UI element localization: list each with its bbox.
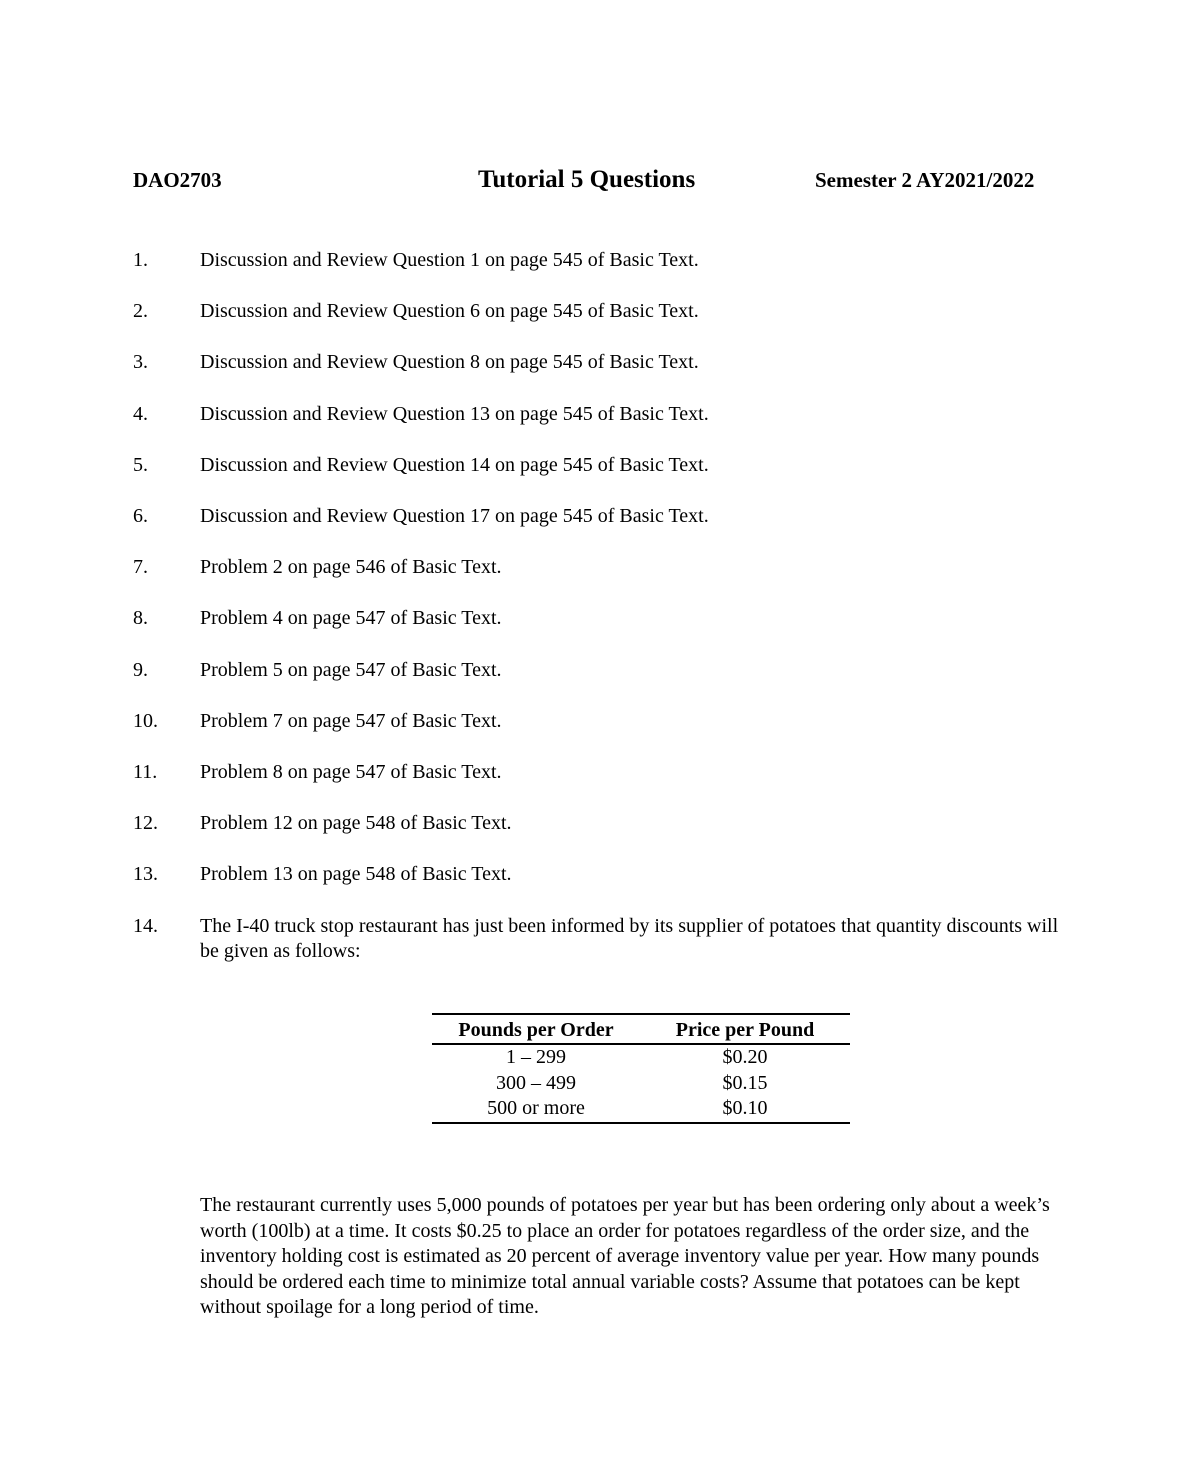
question-text: Problem 7 on page 547 of Basic Text.: [200, 709, 502, 732]
table-cell-price: $0.15: [722, 1071, 768, 1094]
question-number: 12.: [133, 812, 158, 835]
question-item: [133, 504, 1083, 555]
table-cell-pounds: 300 – 499: [496, 1071, 576, 1094]
question-item: [133, 862, 1083, 913]
question-text: Problem 8 on page 547 of Basic Text.: [200, 760, 502, 783]
semester-label: Semester 2 AY2021/2022: [815, 168, 1035, 192]
question-text: Problem 4 on page 547 of Basic Text.: [200, 607, 502, 630]
question-number: 10.: [133, 709, 158, 732]
question-text: Problem 5 on page 547 of Basic Text.: [200, 658, 502, 681]
question-number: 4.: [133, 402, 148, 425]
question-14-body: The restaurant currently uses 5,000 pounds of potatoes per year but has been ordering only about a week’s worth (100lb) at a time. It costs $0.25 to place an order for potatoes regardless of the order size, and the inventory holding cost is estimated as 20 percent of average inventory value per year. How many pounds should be ordered each time to minimize total annual variable costs? Assume that potatoes can be kept without spoilage for a long period of time.: [200, 1194, 1050, 1319]
question-number: 3.: [133, 351, 148, 374]
question-number: 1.: [133, 249, 148, 271]
question-item: [133, 555, 1083, 606]
question-text: Discussion and Review Question 8 on page 545 of Basic Text.: [200, 351, 699, 374]
question-item: [133, 248, 1083, 299]
question-14-intro: The I-40 truck stop restaurant has just been informed by its supplier of potatoes that quantity discounts will be given as follows:: [200, 915, 1059, 962]
table-header-row: [432, 1014, 850, 1044]
question-item: [133, 658, 1083, 709]
question-item: [133, 350, 1083, 401]
question-text: Discussion and Review Question 6 on page 545 of Basic Text.: [200, 300, 699, 323]
table-row: [432, 1071, 850, 1097]
table-cell-price: $0.20: [722, 1046, 768, 1068]
question-item: [133, 760, 1083, 811]
question-text: Discussion and Review Question 1 on page 545 of Basic Text.: [200, 249, 699, 271]
question-text: Problem 13 on page 548 of Basic Text.: [200, 863, 512, 886]
table-cell-pounds: 1 – 299: [506, 1046, 566, 1068]
question-text: Discussion and Review Question 13 on page 545 of Basic Text.: [200, 402, 709, 425]
question-number: 5.: [133, 453, 148, 476]
question-number: 6.: [133, 504, 148, 527]
table-cell-price: $0.10: [722, 1097, 768, 1119]
question-text: Discussion and Review Question 17 on page 545 of Basic Text.: [200, 504, 709, 527]
column-header-pounds: Pounds per Order: [458, 1019, 614, 1041]
question-list: [133, 248, 1083, 913]
question-number: 14.: [133, 915, 158, 937]
question-number: 11.: [133, 760, 158, 783]
question-number: 7.: [133, 556, 148, 579]
question-number: 9.: [133, 658, 148, 681]
page-title: Tutorial 5 Questions: [478, 166, 696, 193]
table-row: [432, 1096, 850, 1123]
question-number: 8.: [133, 607, 148, 630]
question-item: [133, 402, 1083, 453]
table-cell-pounds: 500 or more: [487, 1097, 585, 1119]
question-text: Problem 2 on page 546 of Basic Text.: [200, 556, 502, 579]
question-number: 13.: [133, 863, 158, 886]
column-header-price: Price per Pound: [675, 1019, 815, 1041]
quantity-discount-table: [432, 1013, 850, 1124]
question-item: [133, 453, 1083, 504]
question-number: 2.: [133, 300, 148, 323]
question-text: Discussion and Review Question 14 on page 545 of Basic Text.: [200, 453, 709, 476]
question-item: [133, 709, 1083, 760]
table-row: [432, 1044, 850, 1071]
question-item: [133, 606, 1083, 657]
question-item: [133, 299, 1083, 350]
question-item: [133, 811, 1083, 862]
question-text: Problem 12 on page 548 of Basic Text.: [200, 812, 512, 835]
page-header: [0, 168, 1200, 198]
course-code: DAO2703: [133, 168, 222, 192]
